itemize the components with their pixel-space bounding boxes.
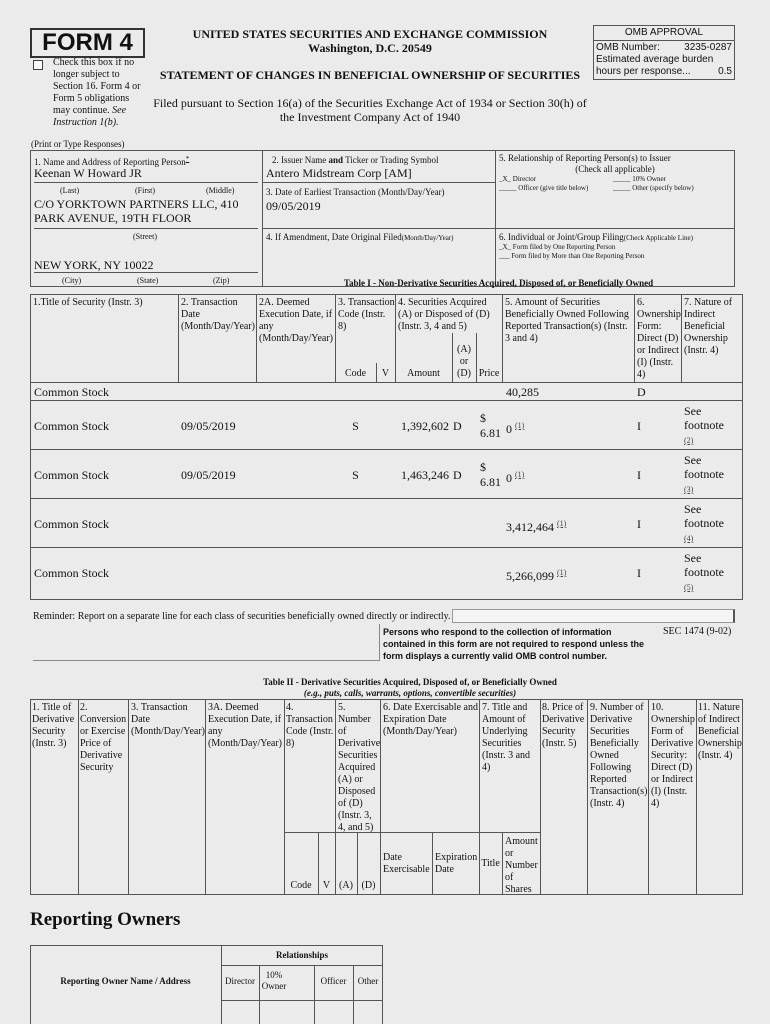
issuer-label: 2. Issuer Name and Ticker or Trading Symbol [272, 155, 439, 165]
footnote-link[interactable]: (1) [557, 519, 567, 528]
footnote-link[interactable]: (1) [515, 470, 525, 479]
t2-h-date-exercisable: Date Exercisable [383, 852, 430, 875]
zip-label: (Zip) [213, 276, 230, 285]
table-row-1-form: D [637, 385, 646, 399]
filed-pursuant-1: Filed pursuant to Section 16(a) of the Securities Exchange Act of 1934 or Section 30(h) of [153, 96, 587, 110]
t2-h-date: 3. Transaction Date (Month/Day/Year) [131, 702, 205, 737]
city-label: (City) [62, 276, 82, 285]
t1-h-price: Price [478, 368, 500, 379]
table2-title: Table II - Derivative Securities Acquired, Disposed of, or Beneficially Owned [263, 677, 557, 687]
middle-label: (Middle) [206, 186, 235, 195]
individual-more: ___ Form filed by More than One Reporting Person [499, 252, 645, 260]
table-row-3-security: Common Stock [34, 468, 110, 482]
table-row-2-form: I [637, 419, 641, 433]
footnote-link[interactable]: (1) [557, 568, 567, 577]
t1-h-amount: Amount [407, 368, 440, 379]
reminder-rule [452, 609, 735, 623]
t1-h-deemed: 2A. Deemed Execution Date, if any (Month/Day/Year) [259, 297, 333, 344]
t2-h-code-sub: Code [290, 880, 312, 891]
owners-10pct: 10% Owner [261, 970, 287, 991]
filed-pursuant-2: the Investment Company Act of 1940 [279, 110, 461, 124]
table-row-2-ad: D [453, 419, 462, 433]
t2-h-deemed: 3A. Deemed Execution Date, if any (Month/Day/Year) [208, 702, 282, 749]
t2-h-v: V [322, 880, 331, 891]
table1-title: Table I - Non-Derivative Securities Acquired, Disposed of, or Beneficially Owned [343, 278, 654, 288]
t2-h-title: 1. Title of Derivative Security (Instr. 3) [32, 702, 75, 749]
table-row-5-form: I [637, 566, 641, 580]
relationship-director: _X_ Director [499, 175, 537, 183]
t2-h-owned: 9. Number of Derivative Securities Beneficially Owned Following Reported Transaction(s) (Instr. 4) [590, 702, 648, 809]
omb-number-label: OMB Number: [596, 42, 660, 53]
t2-h-a: (A) [339, 880, 353, 891]
address-line-2: PARK AVENUE, 19TH FLOOR [34, 211, 192, 225]
omb-approval-title: OMB APPROVAL [624, 27, 704, 38]
omb-hours: 0.5 [718, 66, 732, 77]
table-row-4-security: Common Stock [34, 517, 110, 531]
t2-h-price: 8. Price of Derivative Security (Instr. 5) [542, 702, 585, 749]
commission-name: UNITED STATES SECURITIES AND EXCHANGE COMMISSION [192, 27, 548, 41]
owners-relationships: Relationships [275, 950, 328, 960]
t2-h-amount: Amount or Number of Shares [505, 836, 538, 895]
t1-h-title: 1.Title of Security (Instr. 3) [33, 297, 143, 308]
city-line: NEW YORK, NY 10022 [34, 258, 154, 272]
earliest-transaction-date: 09/05/2019 [266, 199, 321, 213]
last-label: (Last) [60, 186, 80, 195]
commission-location: Washington, D.C. 20549 [308, 41, 432, 55]
t1-h-acquired: 4. Securities Acquired (A) or Disposed of (D) (Instr. 3, 4 and 5) [398, 297, 490, 332]
owners-officer: Officer [320, 976, 347, 986]
table-row-3-form: I [637, 468, 641, 482]
sec-number: SEC 1474 (9-02) [663, 626, 732, 637]
table-row-3-ad: D [453, 468, 462, 482]
t2-h-number: 5. Number of Derivative Securities Acquired (A) or Disposed of (D) (Instr. 3, 4, and 5) [338, 702, 381, 833]
left-rule [33, 624, 380, 661]
individual-one: _X_ Form filed by One Reporting Person [499, 243, 616, 251]
t1-h-form: 6. Ownership Form: Direct (D) or Indirect (I) (Instr. 4) [637, 297, 681, 380]
t2-h-code: 4. Transaction Code (Instr. 8) [286, 702, 334, 749]
footnote-link[interactable]: (1) [515, 421, 525, 430]
table-row-3-price-sym: $ [480, 460, 486, 474]
table-row-2-price: 6.81 [480, 426, 501, 440]
table-row-3-amount: 1,463,246 [401, 468, 449, 482]
relationship-sub: (Check all applicable) [575, 164, 655, 174]
t2-h-nature: 11. Nature of Indirect Beneficial Ownership (Instr. 4) [698, 702, 742, 761]
t1-h-aord: (A) or (D) [457, 344, 471, 379]
table-row-5-owned: 5,266,099 $^{(1)}$ [506, 568, 567, 583]
table-row-2-date: 09/05/2019 [181, 419, 236, 433]
print-type-note: (Print or Type Responses) [31, 139, 125, 149]
persons-notice: Persons who respond to the collection of information contained in this form are not required to respond unless the form displays a currently valid OMB control number. [383, 627, 645, 661]
table-row-2-code: S [352, 419, 359, 433]
table-row-4-owned: 3,412,464 $^{(1)}$ [506, 519, 567, 534]
address-line-1: C/O YORKTOWN PARTNERS LLC, 410 [34, 197, 239, 211]
footnote-link[interactable]: (3) [684, 485, 694, 494]
relationship-10pct: _____ 10% Owner [613, 175, 666, 183]
t1-h-code-sub: Code [344, 368, 367, 379]
omb-number: 3235-0287 [684, 42, 732, 53]
t1-h-v: V [381, 368, 390, 379]
table-row-3-owned: 0 $^{(1)}$ [506, 470, 525, 485]
table-row-2-amount: 1,392,602 [401, 419, 449, 433]
table-row-2-security: Common Stock [34, 419, 110, 433]
t1-h-nature: 7. Nature of Indirect Beneficial Ownership (Instr. 4) [684, 297, 733, 356]
table-row-3-price: 6.81 [480, 475, 501, 489]
relationship-officer: _____ Officer (give title below) [499, 184, 589, 192]
owners-name-address: Reporting Owner Name / Address [60, 976, 191, 986]
t2-h-form: 10. Ownership Form of Derivative Security: Direct (D) or Indirect (I) (Instr. 4) [651, 702, 695, 809]
t2-h-underlying: 7. Title and Amount of Underlying Securities (Instr. 3 and 4) [482, 702, 531, 773]
no-longer-subject-checkbox[interactable] [33, 60, 43, 70]
table-row-3-date: 09/05/2019 [181, 468, 236, 482]
table-row-2-nature: See footnote (2) [684, 404, 724, 445]
table-row-5-nature: See footnote (5) [684, 551, 724, 592]
table-row-2-price-sym: $ [480, 411, 486, 425]
earliest-transaction-label: 3. Date of Earliest Transaction (Month/Day/Year) [266, 187, 445, 197]
table2-subtitle: (e.g., puts, calls, warrants, options, convertible securities) [303, 688, 517, 698]
footnote-link[interactable]: (2) [684, 436, 694, 445]
reporting-owners-heading: Reporting Owners [30, 909, 181, 930]
t2-h-conversion: 2. Conversion or Exercise Price of Derivative Security [80, 702, 127, 773]
t1-h-code: 3. Transaction Code (Instr. 8) [338, 297, 395, 332]
table-row-4-form: I [637, 517, 641, 531]
t2-h-expiration: Expiration Date [435, 852, 478, 875]
footnote-link[interactable]: (4) [684, 534, 694, 543]
issuer-name: Antero Midstream Corp [AM] [266, 166, 412, 180]
amendment-label: 4. If Amendment, Date Original Filed(Month/Day/Year) [266, 232, 454, 242]
t1-h-date: 2. Transaction Date (Month/Day/Year) [181, 297, 255, 332]
relationship-label: 5. Relationship of Reporting Person(s) to Issuer [499, 153, 671, 163]
table-row-1-owned: 40,285 [506, 385, 539, 399]
state-label: (State) [137, 276, 159, 285]
omb-hours-label: hours per response... [596, 66, 691, 77]
t2-h-d: (D) [361, 880, 376, 891]
reporting-person-label: 1. Name and Address of Reporting Person* [34, 155, 190, 167]
owners-other: Other [357, 976, 379, 986]
relationship-other: _____ Other (specify below) [613, 184, 694, 192]
first-label: (First) [135, 186, 155, 195]
omb-burden: Estimated average burden [596, 54, 714, 65]
table-row-4-nature: See footnote (4) [684, 502, 724, 543]
table-row-2-owned: 0 $^{(1)}$ [506, 421, 525, 436]
statement-title: STATEMENT OF CHANGES IN BENEFICIAL OWNERSHIP OF SECURITIES [159, 68, 581, 82]
individual-filing-label: 6. Individual or Joint/Group Filing(Check Applicable Line) [499, 232, 693, 242]
checkbox-label: Check this box if no longer subject to Section 16. Form 4 or Form 5 obligations may continue. See Instruction 1(b). [53, 57, 141, 128]
table-row-3-code: S [352, 468, 359, 482]
reminder-text: Reminder: Report on a separate line for each class of securities beneficially owned directly or indirectly. [33, 611, 451, 622]
table-row-3-nature: See footnote (3) [684, 453, 724, 494]
table-row-5-security: Common Stock [34, 566, 110, 580]
t1-h-owned: 5. Amount of Securities Beneficially Owned Following Reported Transaction(s) (Instr. 3 and 4) [505, 297, 629, 344]
footnote-link[interactable]: (5) [684, 583, 694, 592]
table-row-1-security: Common Stock [34, 385, 110, 399]
t2-h-exercisable: 6. Date Exercisable and Expiration Date (Month/Day/Year) [383, 702, 478, 737]
form-title: FORM 4 [42, 29, 133, 56]
t2-h-title-sub: Title [481, 858, 500, 869]
street-label: (Street) [133, 232, 157, 241]
owners-director: Director [225, 976, 255, 986]
reporting-person-name: Keenan W Howard JR [34, 166, 142, 180]
